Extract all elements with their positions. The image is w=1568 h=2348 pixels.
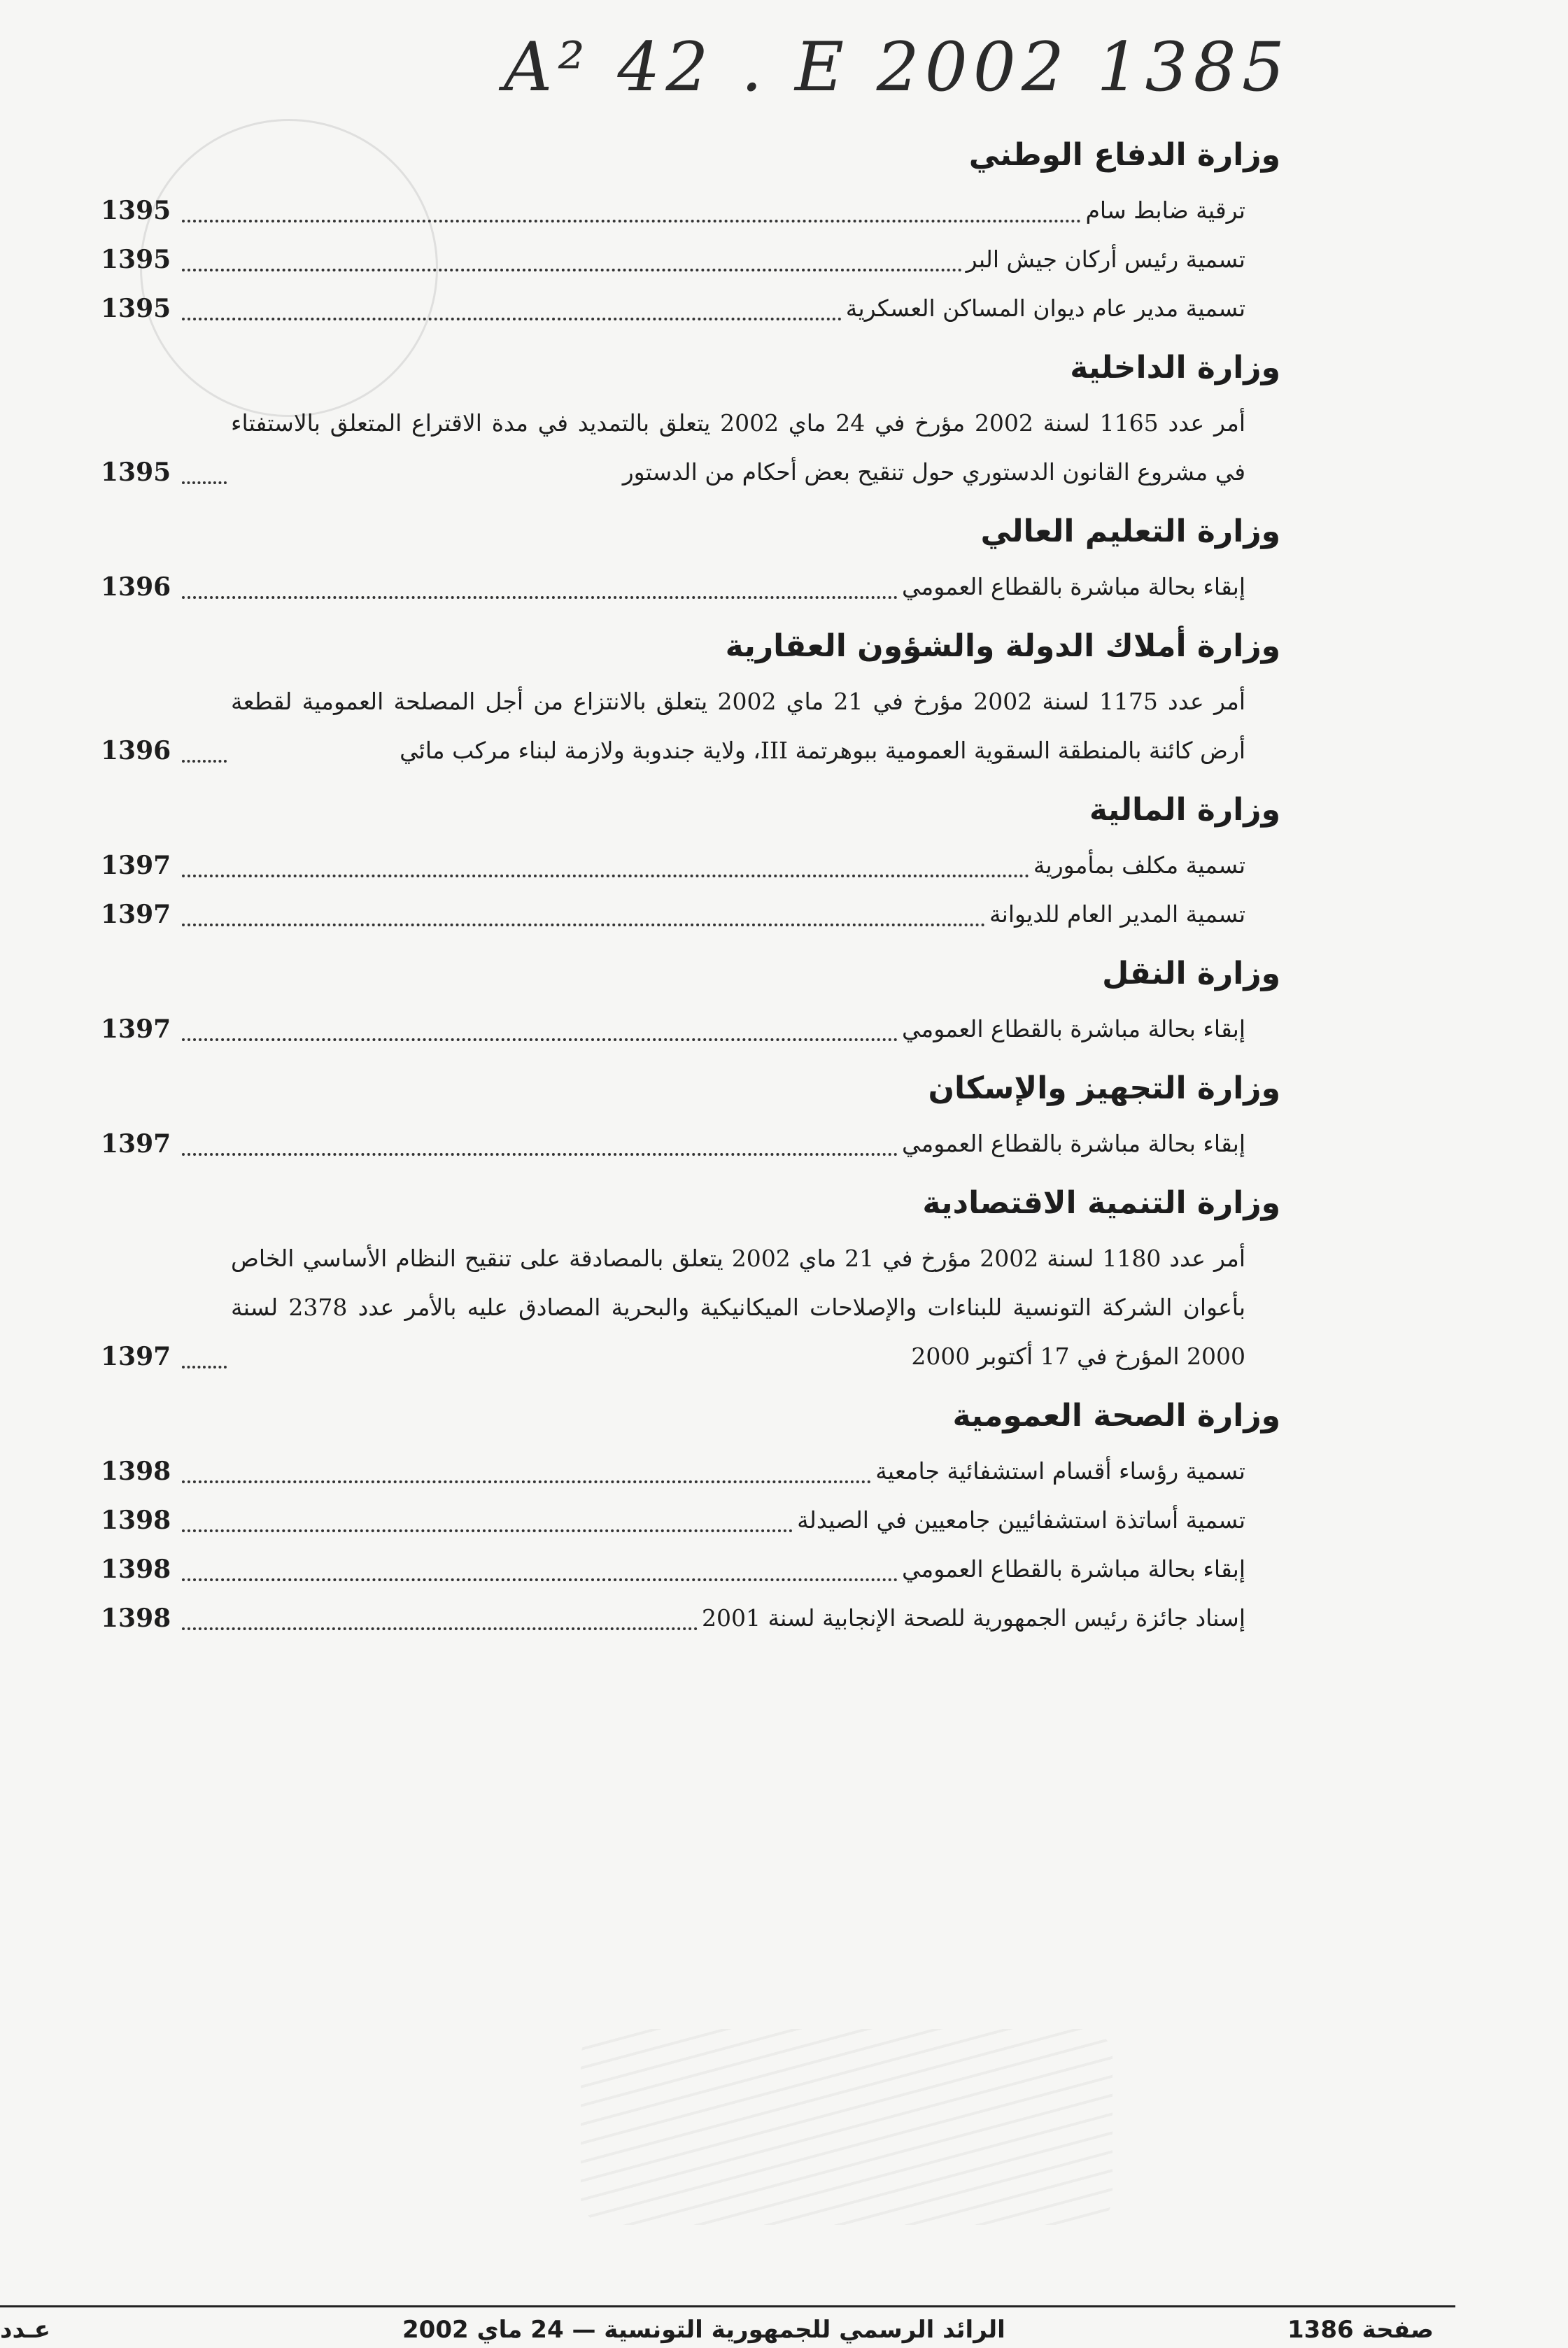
- ministry-heading: وزارة التجهيز والإسكان: [928, 1070, 1280, 1106]
- ministry-heading: وزارة التنمية الاقتصادية: [922, 1185, 1280, 1221]
- toc-entry-title: إبقاء بحالة مباشرة بالقطاع العمومي: [902, 1015, 1245, 1042]
- dot-leader: [182, 875, 1029, 877]
- toc-entry[interactable]: [98, 1005, 1287, 1054]
- ministry-heading: وزارة النقل: [1102, 956, 1280, 991]
- dot-leader: [182, 596, 898, 599]
- toc-entry[interactable]: [98, 1545, 1287, 1594]
- ministry-section: [98, 337, 1287, 497]
- ministry-heading: وزارة أملاك الدولة والشؤون العقارية: [725, 628, 1280, 664]
- toc-entry-page: 1398: [101, 1604, 171, 1633]
- ministry-heading: وزارة التعليم العالي: [980, 514, 1280, 549]
- toc-entry[interactable]: [98, 235, 1287, 284]
- ministry-section: [98, 1058, 1287, 1168]
- toc-entry-page: 1398: [101, 1506, 171, 1535]
- footer-edge-text: عـدد: [0, 2316, 50, 2344]
- toc-entry-title: إبقاء بحالة مباشرة بالقطاع العمومي: [902, 1555, 1245, 1583]
- toc-entry-page: 1395: [101, 294, 171, 323]
- dot-leader: [182, 1529, 793, 1532]
- toc-entry-page: 1398: [101, 1555, 171, 1584]
- page-footer: [0, 2316, 1568, 2347]
- toc-entry[interactable]: [98, 1496, 1287, 1545]
- dot-leader: [182, 1153, 898, 1156]
- toc-entry-title: تسمية رؤساء أقسام استشفائية جامعية: [875, 1457, 1245, 1485]
- footer-publication: الرائد الرسمي للجمهورية التونسية — 24 ماي 2002: [402, 2316, 1005, 2344]
- toc-entry-title: تسمية مكلف بمأمورية: [1033, 851, 1245, 879]
- handwritten-note: A² 42 . E 2002 1385: [504, 28, 1290, 106]
- toc-entry-page: 1397: [101, 1342, 171, 1371]
- ministry-heading: وزارة الداخلية: [1070, 350, 1280, 386]
- toc-entry[interactable]: [98, 1594, 1287, 1643]
- dot-leader: [182, 318, 842, 320]
- ministry-section: [98, 1385, 1287, 1643]
- toc-entry-title: إسناد جائزة رئيس الجمهورية للصحة الإنجابية لسنة 2001: [701, 1604, 1245, 1632]
- footer-rule: [0, 2305, 1455, 2307]
- ministry-heading: وزارة المالية: [1089, 792, 1280, 828]
- toc-entry[interactable]: [98, 1447, 1287, 1496]
- toc-entry-page: 1396: [101, 736, 171, 765]
- ministry-section: [98, 779, 1287, 939]
- dot-leader: [182, 269, 962, 271]
- dot-leader: [182, 481, 227, 484]
- table-of-contents: [98, 125, 1287, 1647]
- toc-entry-page: 1397: [101, 1129, 171, 1159]
- dot-leader: [182, 1038, 898, 1041]
- toc-entry-title: أمر عدد 1175 لسنة 2002 مؤرخ في 21 ماي 2002 يتعلق بالانتزاع من أجل المصلحة العمومية لقطعة أرض كائنة بالمنطقة السقوية العمومية ببوهرتمة III، ولاية جندوبة ولازمة لبناء مركب مائي: [231, 688, 1246, 764]
- ministry-section: [98, 616, 1287, 775]
- toc-entry-page: 1395: [101, 458, 171, 487]
- toc-entry-page: 1397: [101, 851, 171, 880]
- toc-entry-page: 1398: [101, 1457, 171, 1486]
- toc-entry[interactable]: [98, 890, 1287, 939]
- toc-entry[interactable]: [98, 399, 1287, 497]
- footer-page-number: صفحة 1386: [1287, 2316, 1434, 2344]
- toc-entry-page: 1397: [101, 1014, 171, 1044]
- dot-leader: [182, 1578, 898, 1581]
- toc-entry-page: 1397: [101, 900, 171, 929]
- ministry-heading: وزارة الصحة العمومية: [952, 1398, 1280, 1434]
- ministry-heading: وزارة الدفاع الوطني: [968, 137, 1280, 173]
- toc-entry[interactable]: [98, 677, 1287, 775]
- ministry-section: [98, 943, 1287, 1054]
- dot-leader: [182, 760, 227, 763]
- toc-entry-title: تسمية رئيس أركان جيش البر: [966, 246, 1245, 273]
- toc-entry-page: 1396: [101, 572, 171, 602]
- toc-entry[interactable]: [98, 841, 1287, 890]
- ministry-section: [98, 1173, 1287, 1381]
- toc-entry-title: تسمية أساتذة استشفائيين جامعيين في الصيدلة: [797, 1506, 1245, 1534]
- dot-leader: [182, 1366, 227, 1369]
- dot-leader: [182, 1627, 698, 1630]
- toc-entry-title: أمر عدد 1165 لسنة 2002 مؤرخ في 24 ماي 2002 يتعلق بالتمديد في مدة الاقتراع المتعلق بالاستفتاء في مشروع القانون الدستوري حول تنقيح بعض أحكام من الدستور: [231, 409, 1246, 486]
- toc-entry-title: أمر عدد 1180 لسنة 2002 مؤرخ في 21 ماي 2002 يتعلق بالمصادقة على تنقيح النظام الأساسي الخاص بأعوان الشركة التونسية للبناءات والإصلاحات الميكانيكية والبحرية المصادق عليه بالأمر عدد 2378 لسنة 2000 المؤرخ في 17 أكتوبر 2000: [231, 1245, 1246, 1370]
- ministry-section: [98, 501, 1287, 611]
- toc-entry-page: 1395: [101, 196, 171, 225]
- toc-entry-title: إبقاء بحالة مباشرة بالقطاع العمومي: [902, 573, 1245, 600]
- toc-entry-title: تسمية مدير عام ديوان المساكن العسكرية: [845, 295, 1245, 322]
- toc-entry-title: إبقاء بحالة مباشرة بالقطاع العمومي: [902, 1130, 1245, 1157]
- toc-entry-title: تسمية المدير العام للديوانة: [989, 900, 1245, 928]
- dot-leader: [182, 1480, 871, 1483]
- toc-entry-page: 1395: [101, 245, 171, 274]
- dot-leader: [182, 924, 985, 926]
- dot-leader: [182, 220, 1081, 222]
- ministry-section: [98, 125, 1287, 333]
- faded-handwriting: [581, 2029, 1113, 2225]
- toc-entry[interactable]: [98, 1119, 1287, 1168]
- toc-entry[interactable]: [98, 1234, 1287, 1381]
- toc-entry[interactable]: [98, 563, 1287, 611]
- toc-entry-title: ترقية ضابط سام: [1085, 197, 1245, 224]
- toc-entry[interactable]: [98, 284, 1287, 333]
- toc-entry[interactable]: [98, 186, 1287, 235]
